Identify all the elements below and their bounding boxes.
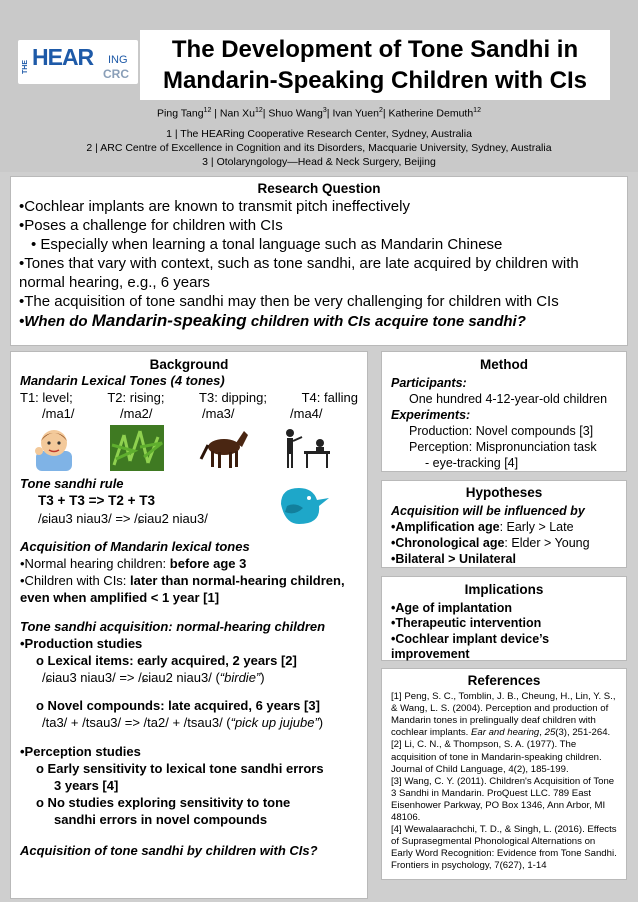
affiliation-1: 1 | The HEARing Cooperative Research Center, Sydney, Australia [166,128,472,140]
implications-panel [381,576,627,661]
hypothesis-bilateral: •Bilateral > Unilateral [391,552,516,566]
novel-gloss: “pick up jujube” [230,715,319,730]
tone-4: T4: falling [301,390,358,405]
sandhi-rule-heading: Tone sandhi rule [20,476,124,491]
tone-1: T1: level; [20,390,73,405]
tone-3: T3: dipping; [199,390,267,405]
method-panel [381,351,627,472]
author: Nan Xu [219,107,255,120]
references-panel [381,668,627,880]
hypothesis-chronological-label: •Chronological age [391,536,505,550]
perception-item-2: o No studies exploring sensitivity to tone [36,795,291,810]
scolding-icon [282,425,336,471]
nh-label: •Normal hearing children: [20,556,170,571]
tone-list [20,389,358,406]
rq-main-question [19,311,619,331]
nh-children-item [20,555,358,572]
lexical-gloss: “birdie” [219,670,261,685]
participants-text: One hundred 4-12-year-old children [409,392,608,406]
author-affiliation-mark: 3 [322,107,327,114]
mother-icon [30,425,78,471]
reference-1-volume: 25 [544,727,556,739]
syllable-ma1: /ma1/ [42,406,75,421]
syllable-list [20,406,358,422]
hearing-crc-logo [18,40,138,84]
reference-1 [391,691,617,739]
reference-4: [4] Wewalaarachchi, T. D., & Singh, L. (2016). Effects of Suprasegmental Phonological Alternations on Early Word Recognition: Evidence from Tone Sandhi. Frontiers in psychology, 7(627), 1-14 [391,824,617,872]
method-title: Method [480,357,528,372]
background-panel [10,351,368,899]
hypothesis-amplification-value: : Early > Late [499,520,574,534]
sandhi-rule: T3 + T3 => T2 + T3 [38,493,156,508]
rq-item: •Tones that vary with context, such as tone sandhi, are late acquired by children with normal hearing, e.g., 6 years [19,255,579,291]
author-affiliation-mark: 12 [473,107,481,114]
tone-2: T2: rising; [107,390,165,405]
novel-example: /ta3/ + /tsau3/ => /ta2/ + /tsau3/ (“pick up jujube”) [42,715,324,730]
ci-value: later than normal-hearing children, even when amplified < 1 year [1] [20,573,345,605]
author: Ping Tang [157,107,204,120]
logo-the: THE [22,60,29,74]
poster-title [140,30,610,100]
logo-crc: CRC [103,67,129,81]
references-title: References [467,673,541,688]
syllable-ma2: /ma2/ [120,406,153,421]
perception-studies: •Perception studies [20,744,141,759]
hypotheses-lead: Acquisition will be influenced by [391,504,585,518]
author: Ivan Yuen [332,107,379,120]
hypotheses-title: Hypotheses [465,485,543,500]
ci-sandhi-question: Acquisition of tone sandhi by children with CIs? [20,843,318,858]
reference-1-pages: (3), 251-264. [555,727,611,739]
reference-2: [2] Li, C. N., & Thompson, S. A. (1977). The acquisition of tone in Mandarin-speaking children. Journal of Child Language, 4(2), 185-199. [391,739,602,775]
perception-item-1-cont: 3 years [4] [54,778,119,793]
rq-question-emphasis: Mandarin-speaking [91,311,247,330]
poster-header [0,0,638,172]
author-affiliation-mark: 12 [203,107,212,114]
participants-label: Participants: [391,376,467,390]
ci-children-item [20,572,358,606]
affiliation-3: 3 | Otolaryngology—Head & Neck Surgery, Beijing [202,156,436,168]
experiment-perception: Perception: Mispronunciation task [409,440,597,454]
experiments-label: Experiments: [391,408,471,422]
hemp-icon [110,425,164,471]
experiment-perception-detail: - eye-tracking [4] [425,456,519,470]
syllable-ma3: /ma3/ [202,406,235,421]
bird-icon [273,482,333,530]
lexical-example-text: /ɕiau3 niau3/ => /ɕiau2 niau3/ ( [42,670,220,685]
lexical-example: /ɕiau3 niau3/ => /ɕiau2 niau3/ (“birdie”) [42,670,265,685]
research-question-title: Research Question [257,181,381,196]
sandhi-acquisition-heading: Tone sandhi acquisition: normal-hearing children [20,619,326,634]
logo-hear: HEAR [32,44,94,70]
perception-item-1: o Early sensitivity to lexical tone sandhi errors [36,761,324,776]
reference-1-sep: , [539,727,545,739]
implication-item: •Age of implantation [391,600,513,615]
logo-ing: ING [108,54,128,66]
rq-question-post: children with CIs acquire tone sandhi? [246,313,526,330]
hypothesis-amplification [391,519,617,535]
affiliation-2: 2 | ARC Centre of Excellence in Cognition and its Disorders, Macquarie University, Sydney, Australia [86,142,552,154]
experiment-production: Production: Novel compounds [3] [409,424,594,438]
author-affiliation-mark: 12 [254,107,263,114]
title-line-1: The Development of Tone Sandhi in [171,36,579,63]
implication-item: •Therapeutic intervention [391,616,542,630]
hypothesis-chronological [391,535,617,551]
implications-title: Implications [464,582,544,597]
nh-value: before age 3 [169,556,247,571]
tone-picture-row [20,425,358,475]
title-line-2: Mandarin-Speaking Children with CIs [162,67,588,94]
rq-item: •Cochlear implants are known to transmit pitch ineffectively [19,198,410,215]
background-title: Background [149,357,229,372]
author-list: Ping Tang$^{12}$ | Nan Xu$^{12}$| Shuo Wang$^3$| Ivan Yuen$^2$| Katherine Demuth$^{12}$ [157,107,481,120]
horse-icon [198,425,250,471]
rq-item: •The acquisition of tone sandhi may then be very challenging for children with CIs [19,293,559,310]
hypothesis-chronological-value: : Elder > Young [504,536,590,550]
novel-compounds-item: o Novel compounds: late acquired, 6 years [3] [36,698,320,713]
reference-1-text: [1] Peng, S. C., Tomblin, J. B., Cheung, H., Lin, Y. S., & Wang, L. S. (2004). Perception and production of Mandarin tones in prelingually deaf children with cochlear implants. [391,691,616,739]
reference-1-journal: Ear and hearing [470,727,540,739]
perception-item-2-cont: sandhi errors in novel compounds [54,812,268,827]
lexical-tones-heading: Mandarin Lexical Tones (4 tones) [20,373,225,388]
hypotheses-panel [381,480,627,568]
rq-item: •Poses a challenge for children with CIs [19,217,283,234]
lexical-items-item: o Lexical items: early acquired, 2 years [2] [36,653,297,668]
implication-item: •Cochlear implant device’s improvement [391,631,550,661]
ci-label: •Children with CIs: [20,573,131,588]
research-question-panel [10,176,628,346]
sandhi-rule-example: /ɕiau3 niau3/ => /ɕiau2 niau3/ [38,511,208,526]
hypothesis-amplification-label: •Amplification age [391,520,500,534]
rq-question-pre: •When do [19,313,92,330]
production-studies: •Production studies [20,636,143,651]
author: Katherine Demuth [388,107,474,120]
author: Shuo Wang [268,107,323,120]
syllable-ma4: /ma4/ [290,406,323,421]
acquisition-heading: Acquisition of Mandarin lexical tones [20,539,250,554]
rq-subitem: • Especially when learning a tonal language such as Mandarin Chinese [31,236,503,253]
novel-example-text: /ta3/ + /tsau3/ => /ta2/ + /tsau3/ ( [42,715,231,730]
author-affiliation-mark: 2 [378,107,383,114]
reference-3: [3] Wang, C. Y. (2011). Children's Acquisition of Tone 3 Sandhi in Mandarin. ProQuest LLC. 789 East Eisenhower Parkway, PO Box 1346, Ann Arbor, MI 48106. [391,775,615,824]
